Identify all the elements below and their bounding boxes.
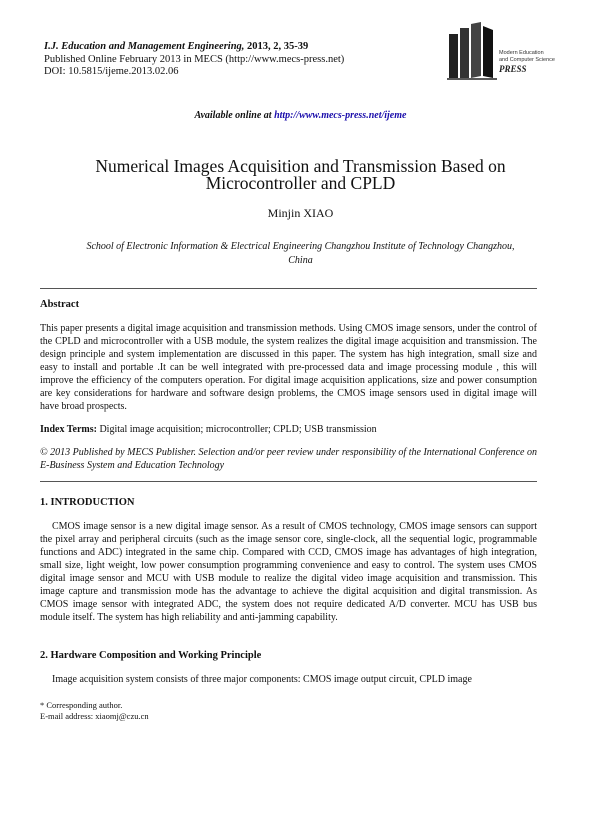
index-terms-value: Digital image acquisition; microcontroller; CPLD; USB transmission [96,424,377,435]
logo-line1: Modern Education [499,50,544,56]
affiliation-line-1: School of Electronic Information & Electrical Engineering Changzhou Institute of Technology Changzhou, [86,241,515,252]
author-name: Minjin XIAO [267,206,334,220]
divider-bottom [40,481,537,482]
footnote [40,700,149,722]
index-terms [40,423,537,436]
section-2-text: Image acquisition system consists of three major components: CMOS image output circuit, CPLD image [52,674,472,685]
journal-citation [44,41,344,54]
title-line-1: Numerical Images Acquisition and Transmission Based on [95,156,506,176]
title-line-2: Microcontroller and CPLD [205,173,396,193]
journal-name: I.J. Education and Management Engineering, [44,41,245,52]
affiliation [40,240,561,268]
copyright-notice: © 2013 Published by MECS Publisher. Selection and/or peer review under responsibility of the International Conference on E-Business System and Education Technology [40,447,537,471]
abstract-text: This paper presents a digital image acquisition and transmission methods. Using CMOS image sensors, under the control of the CPLD and microcontroller with a USB module, the system realizes the digital image acquisition and transmission. The design principle and system implementation are discussed in this paper. The system has high integration, small size and easy to install and portable .It can be well integrated with pre-processed data and image processing module , this will improve the efficiency of the computers operation. For digital image acquisition applications, size and power consumption are key considerations for hardware and software design problems, the CMOS image sensors used in digital image will have broad prospects. [40,323,537,412]
paper-title [60,158,541,192]
abstract-heading: Abstract [40,299,80,310]
publisher-logo [447,20,557,82]
logo-line2: and Computer Science [499,57,555,63]
section-1-text: CMOS image sensor is a new digital image sensor. As a result of CMOS technology, CMOS image sensors can support the pixel array and peripheral circuits (such as the image sensor core, single-clock, all the sequential logic, programmable functions and ADC) integrated in the same chip. Compared with CCD, CMOS image has advantages of high integration, small size, light weight, low power consumption programming convenience and easy to control. The system uses CMOS digital image sensor and MCU with USB module to realize the digital video image acquisition and transmission. This image capture and transmission mode has the advantage to achieve the digital acquisition and digital transmission. As CMOS image sensor with integrated ADC, the system does not require dedicated A/D converter. MCU has USB bus module itself. The system has high reliability and anti-jamming capability. [40,521,537,623]
affiliation-line-2: China [288,255,313,266]
journal-header [44,41,344,79]
book-stack-icon [447,20,557,82]
availability-prefix: Available online at [194,110,275,121]
doi: DOI: 10.5815/ijeme.2013.02.06 [44,66,179,77]
availability-line [0,110,601,121]
section-2-heading: 2. Hardware Composition and Working Principle [40,650,262,661]
journal-link[interactable]: http://www.mecs-press.net/ijeme [274,110,407,121]
section-1-heading: 1. INTRODUCTION [40,497,135,508]
footnote-corresponding: * Corresponding author. [40,700,123,710]
logo-line3: PRESS [499,64,527,74]
footnote-email: E-mail address: xiaomj@czu.cn [40,711,149,721]
journal-issue: 2013, 2, 35-39 [244,41,309,52]
divider-top [40,288,537,289]
index-terms-label: Index Terms: [40,424,97,435]
publication-info: Published Online February 2013 in MECS (http://www.mecs-press.net) [44,53,345,65]
